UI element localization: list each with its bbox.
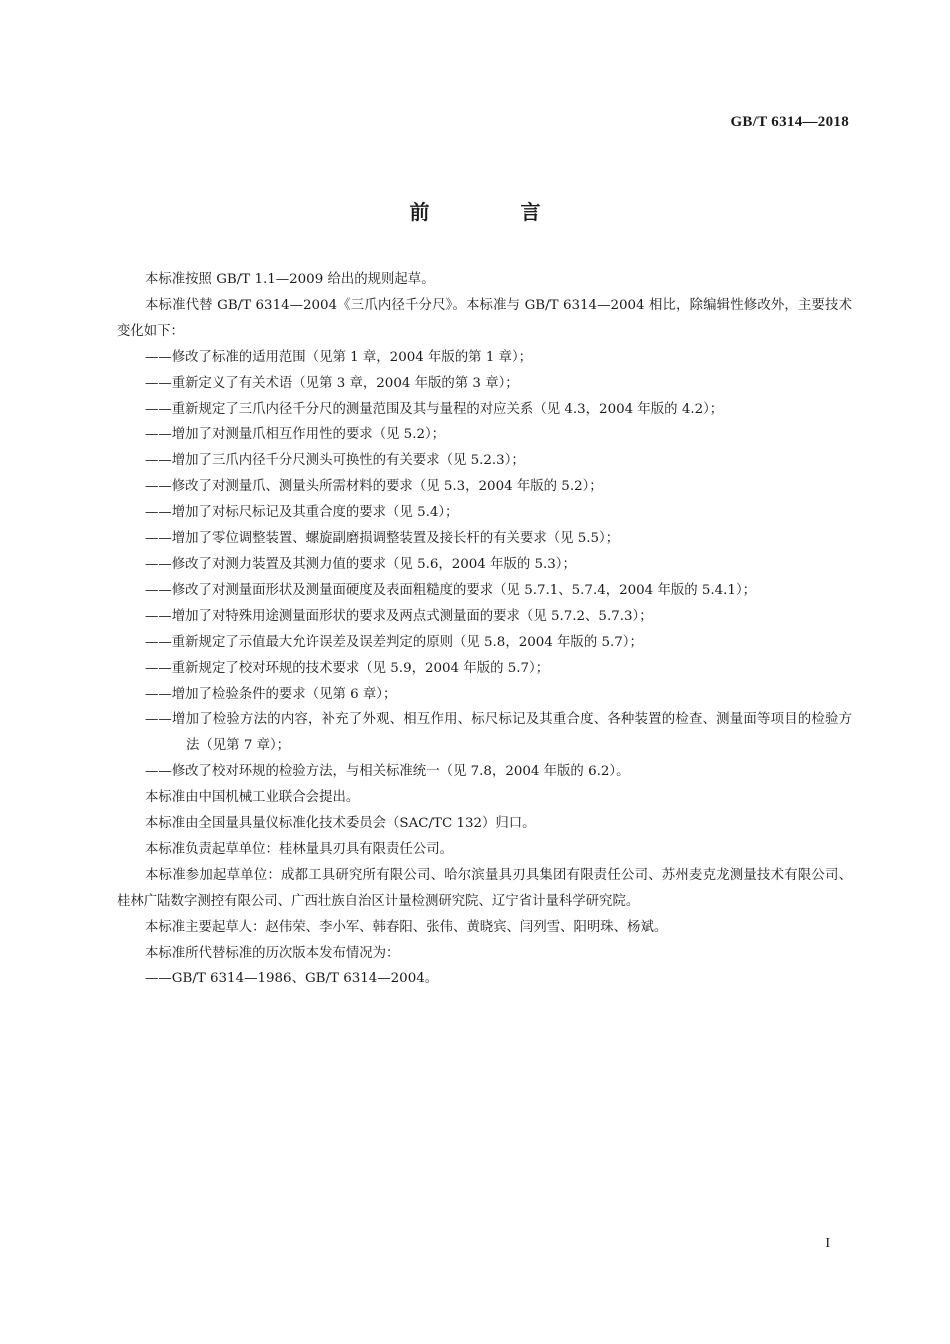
paragraph-replacement: 本标准代替 GB/T 6314—2004《三爪内径千分尺》。本标准与 GB/T 6314—2004 相比，除编辑性修改外，主要技术变化如下：	[117, 297, 852, 339]
change-item: ——增加了对特殊用途测量面形状的要求及两点式测量面的要求（见 5.7.2、5.7.3）；	[145, 608, 653, 624]
change-item: ——修改了对测量爪、测量头所需材料的要求（见 5.3，2004 年版的 5.2）；	[145, 479, 603, 495]
change-item: ——修改了对测力装置及其测力值的要求（见 5.6，2004 年版的 5.3）；	[145, 556, 576, 572]
standard-code: GB/T 6314—2018	[730, 114, 849, 130]
change-item: ——重新规定了示值最大允许误差及误差判定的原则（见 5.8，2004 年版的 5.7）；	[145, 634, 643, 650]
paragraph-main-drafters: 本标准主要起草人：赵伟荣、李小军、韩春阳、张伟、黄晓宾、闫列雪、阳明珠、杨斌。	[145, 919, 668, 935]
change-item: ——修改了校对环规的检验方法，与相关标准统一（见 7.8，2004 年版的 6.2）。	[145, 764, 630, 780]
paragraph-committee: 本标准由全国量具量仪标准化技术委员会（SAC/TC 132）归口。	[145, 816, 536, 832]
page-title: 前 言	[409, 200, 583, 224]
paragraph-proposer: 本标准由中国机械工业联合会提出。	[145, 790, 360, 806]
paragraph-drafting-rules: 本标准按照 GB/T 1.1—2009 给出的规则起草。	[145, 272, 435, 287]
document-body	[117, 267, 852, 992]
change-item: ——重新定义了有关术语（见第 3 章，2004 年版的第 3 章）；	[145, 375, 519, 391]
change-item: ——修改了标准的适用范围（见第 1 章，2004 年版的第 1 章）；	[145, 349, 533, 365]
paragraph-participating-drafters: 本标准参加起草单位：成都工具研究所有限公司、哈尔滨量具刃具集团有限责任公司、苏州麦克龙测量技术有限公司、桂林广陆数字测控有限公司、广西壮族自治区计量检测研究院、辽宁省计量科学研究院。	[117, 867, 852, 909]
change-item: ——增加了对标尺标记及其重合度的要求（见 5.4）；	[145, 505, 459, 521]
paragraph-history-intro: 本标准所代替标准的历次版本发布情况为：	[145, 945, 400, 961]
change-item: ——增加了检验条件的要求（见第 6 章）；	[145, 686, 397, 702]
history-item: ——GB/T 6314—1986、GB/T 6314—2004。	[145, 971, 439, 987]
change-item: ——重新规定了校对环规的技术要求（见 5.9，2004 年版的 5.7）；	[145, 660, 550, 676]
change-item: ——重新规定了三爪内径千分尺的测量范围及其与量程的对应关系（见 4.3，2004 年版的 4.2）；	[145, 401, 724, 417]
page-number: I	[825, 1236, 830, 1251]
change-item: ——增加了检验方法的内容，补充了外观、相互作用、标尺标记及其重合度、各种装置的检查、测量面等项目的检验方法（见第 7 章）；	[145, 712, 852, 754]
change-item: ——增加了零位调整装置、螺旋副磨损调整装置及接长杆的有关要求（见 5.5）；	[145, 531, 620, 547]
change-item: ——修改了对测量面形状及测量面硬度及表面粗糙度的要求（见 5.7.1、5.7.4，2004 年版的 5.4.1）；	[145, 582, 757, 598]
paragraph-lead-drafter: 本标准负责起草单位：桂林量具刃具有限责任公司。	[145, 841, 453, 857]
change-item: ——增加了三爪内径千分尺测头可换性的有关要求（见 5.2.3）；	[145, 453, 525, 469]
change-item: ——增加了对测量爪相互作用性的要求（见 5.2）；	[145, 427, 446, 443]
